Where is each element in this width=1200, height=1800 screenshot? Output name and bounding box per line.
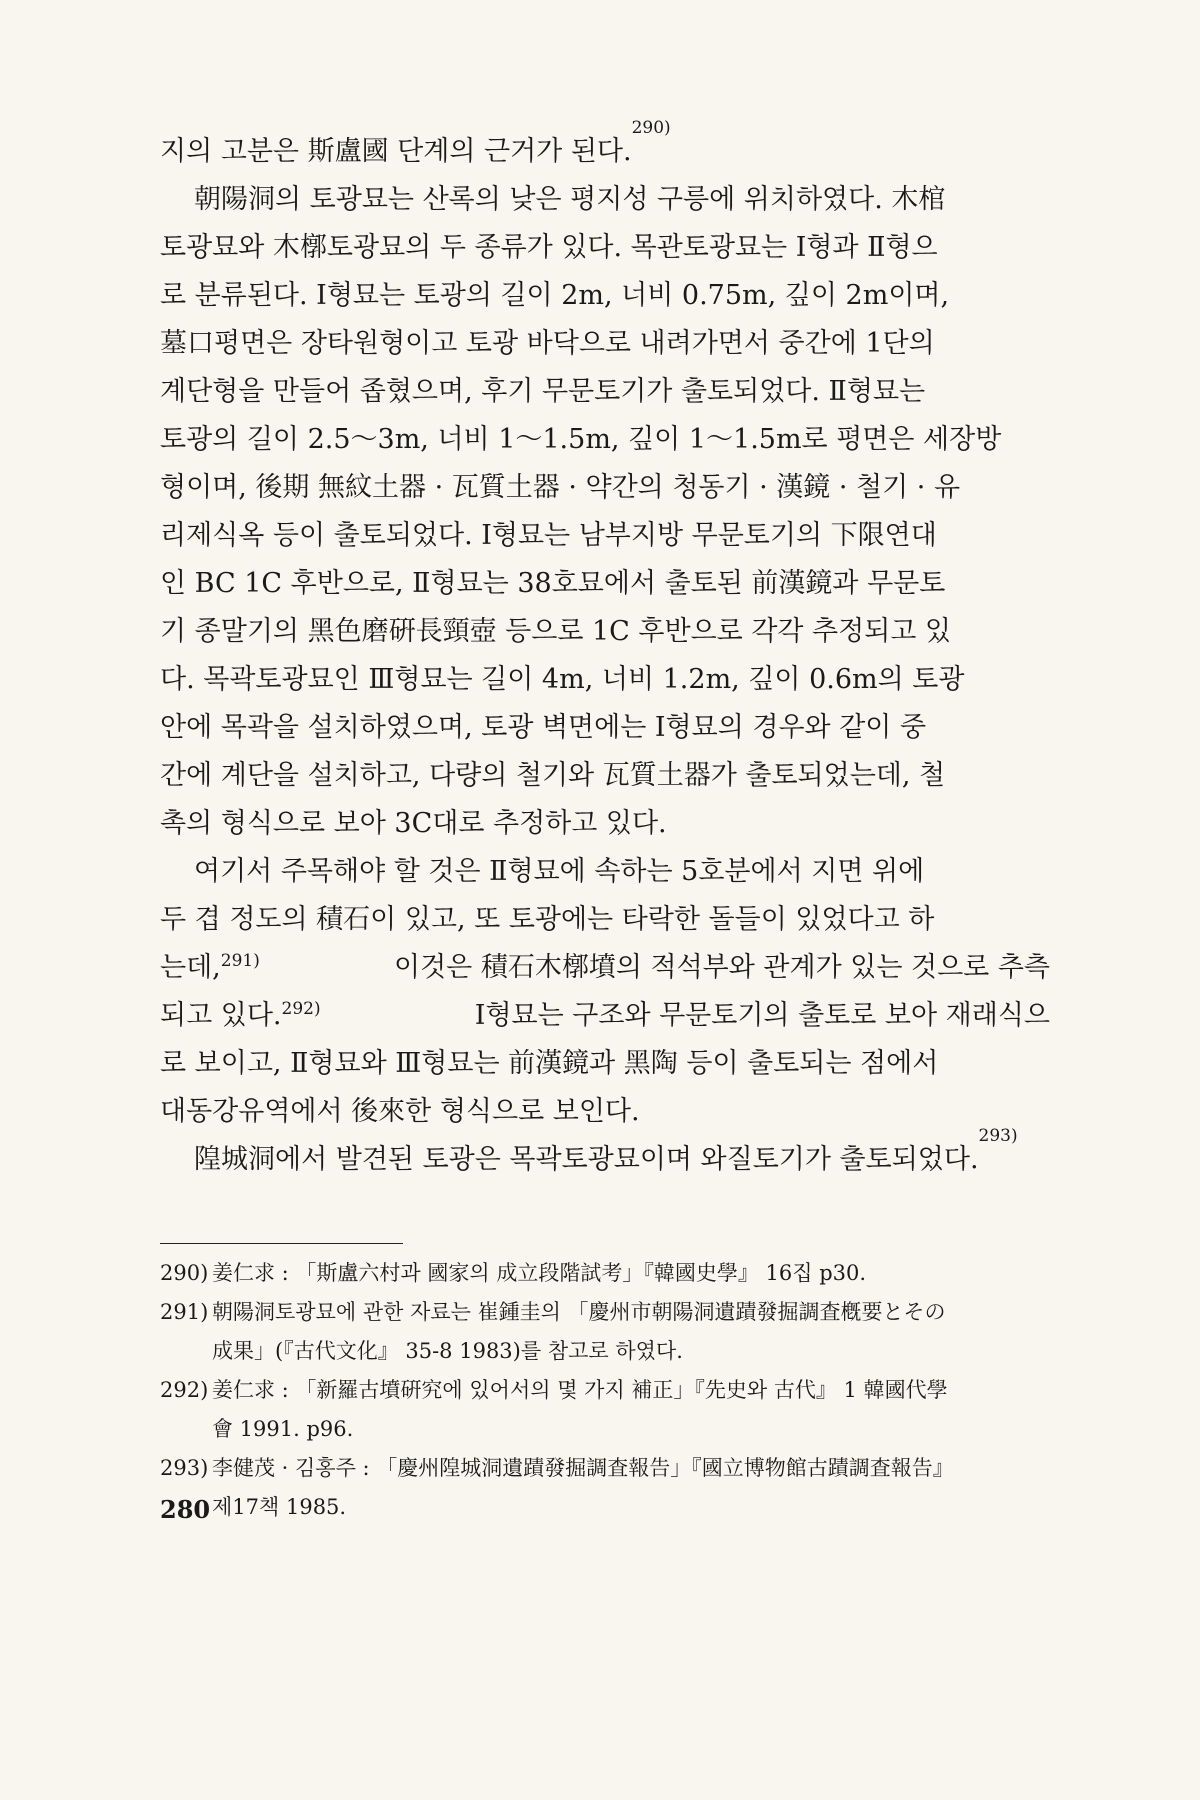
text-line <box>160 272 1050 320</box>
footnote-text: 姜仁求 : 「新羅古墳硏究에 있어서의 몇 가지 補正」『先史와 古代』 1 韓國代學 <box>212 1378 948 1402</box>
text-line <box>160 944 1050 992</box>
text-line <box>160 752 1050 800</box>
text-segment-part: 는데, <box>160 952 221 983</box>
text-segment: 촉의 형식으로 보아 3C대로 추정하고 있다. <box>160 808 667 839</box>
footnote-line <box>160 1371 1060 1410</box>
text-segment: 안에 목곽을 설치하였으며, 토광 벽면에는 I형묘의 경우와 같이 중 <box>160 712 927 743</box>
text-segment: 朝陽洞의 토광묘는 산록의 낮은 평지성 구릉에 위치하였다. 木棺 <box>194 184 946 215</box>
text-line <box>160 368 1050 416</box>
footnote-text: 會 1991. p96. <box>212 1417 354 1441</box>
text-segment: 두 겹 정도의 積石이 있고, 또 토광에는 타락한 돌들이 있었다고 하 <box>160 904 935 935</box>
footnote-text: 제17책 1985. <box>212 1495 347 1519</box>
footnote-number: 292) <box>160 1378 209 1402</box>
text-segment: I형묘는 구조와 무문토기의 출토로 보아 재래식으 <box>474 1000 1050 1031</box>
text-segment: 隍城洞에서 발견된 토광은 목곽토광묘이며 와질토기가 출토되었다. <box>194 1144 979 1175</box>
footnote-line <box>160 1293 1060 1332</box>
text-segment: 토광의 길이 2.5～3m, 너비 1～1.5m, 깊이 1～1.5m로 평면은 세장방 <box>160 424 1002 455</box>
text-line <box>160 464 1050 512</box>
text-line <box>160 1040 1050 1088</box>
footnote-number: 291) <box>160 1300 209 1324</box>
text-segment-part: 되고 있다. <box>160 1000 282 1031</box>
footnote-line <box>160 1449 1060 1488</box>
footnote-line <box>160 1488 1060 1527</box>
text-line <box>160 800 1050 848</box>
text-segment: 지의 고분은 斯盧國 단계의 근거가 된다. <box>160 136 632 167</box>
text-line <box>160 896 1050 944</box>
text-segment <box>160 992 321 1040</box>
text-line <box>160 320 1050 368</box>
text-line <box>160 560 1050 608</box>
text-segment: 기 종말기의 黑色磨硏長頸壺 등으로 1C 후반으로 각각 추정되고 있 <box>160 616 952 647</box>
footnote-line <box>160 1332 1060 1371</box>
text-segment: 토광묘와 木槨토광묘의 두 종류가 있다. 목관토광묘는 I형과 Ⅱ형으 <box>160 232 938 263</box>
text-line <box>160 416 1050 464</box>
paragraph-start-line <box>160 1126 1050 1184</box>
footnote-text: 成果」(『古代文化』 35-8 1983)를 참고로 하였다. <box>212 1339 683 1363</box>
text-line <box>160 224 1050 272</box>
text-line <box>160 512 1050 560</box>
footnote-293 <box>160 1449 1060 1527</box>
footnote-text: 李健茂 · 김홍주 : 「慶州隍城洞遺蹟發掘調査報告」『國立博物館古蹟調査報告』 <box>212 1456 954 1480</box>
text-segment: 인 BC 1C 후반으로, Ⅱ형묘는 38호묘에서 출토된 前漢鏡과 무문토 <box>160 568 946 599</box>
text-line <box>160 1088 1050 1136</box>
paragraph-start-line <box>160 848 1050 896</box>
footnotes <box>160 1254 1060 1527</box>
footnote-line <box>160 1254 1060 1293</box>
text-segment: 계단형을 만들어 좁혔으며, 후기 무문토기가 출토되었다. Ⅱ형묘는 <box>160 376 926 407</box>
text-segment: 로 분류된다. I형묘는 토광의 길이 2m, 너비 0.75m, 깊이 2m이며, <box>160 280 950 311</box>
text-segment: 여기서 주목해야 할 것은 Ⅱ형묘에 속하는 5호분에서 지면 위에 <box>194 856 925 887</box>
footnote-number: 293) <box>160 1456 209 1480</box>
text-segment <box>160 944 260 992</box>
text-line <box>160 608 1050 656</box>
footnote-ref: 293) <box>978 1126 1018 1146</box>
footnote-text: 姜仁求 : 「斯盧六村과 國家의 成立段階試考」『韓國史學』 16집 p30. <box>212 1261 867 1285</box>
body-text <box>160 118 1050 1184</box>
footnote-ref: 290) <box>631 118 671 138</box>
footnote-291 <box>160 1293 1060 1371</box>
text-line <box>160 656 1050 704</box>
text-segment: 리제식옥 등이 출토되었다. I형묘는 남부지방 무문토기의 下限연대 <box>160 520 937 551</box>
text-segment: 로 보이고, Ⅱ형묘와 Ⅲ형묘는 前漢鏡과 黑陶 등이 출토되는 점에서 <box>160 1048 939 1079</box>
footnote-divider <box>160 1243 403 1244</box>
text-segment: 이것은 積石木槨墳의 적석부와 관계가 있는 것으로 추측 <box>394 952 1050 983</box>
paragraph-start-line <box>160 176 1050 224</box>
text-line <box>160 704 1050 752</box>
footnote-text: 朝陽洞토광묘에 관한 자료는 崔鍾圭의 「慶州市朝陽洞遺蹟發掘調査槪要とその <box>212 1300 946 1324</box>
footnote-ref: 292) <box>281 999 321 1019</box>
text-line <box>160 992 1050 1040</box>
text-segment: 형이며, 後期 無紋土器 · 瓦質土器 · 약간의 청동기 · 漢鏡 · 철기 · 유 <box>160 472 961 503</box>
text-segment: 대동강유역에서 後來한 형식으로 보인다. <box>160 1096 640 1127</box>
footnote-290 <box>160 1254 1060 1293</box>
footnote-292 <box>160 1371 1060 1449</box>
page-number: 280 <box>160 1495 211 1524</box>
text-segment: 다. 목곽토광묘인 Ⅲ형묘는 길이 4m, 너비 1.2m, 깊이 0.6m의 토광 <box>160 664 965 695</box>
text-line <box>160 118 1050 176</box>
text-segment: 墓口평면은 장타원형이고 토광 바닥으로 내려가면서 중간에 1단의 <box>160 328 935 359</box>
footnote-number: 290) <box>160 1261 209 1285</box>
footnote-line <box>160 1410 1060 1449</box>
footnote-ref: 291) <box>220 951 260 971</box>
text-segment: 간에 계단을 설치하고, 다량의 철기와 瓦質土器가 출토되었는데, 철 <box>160 760 946 791</box>
